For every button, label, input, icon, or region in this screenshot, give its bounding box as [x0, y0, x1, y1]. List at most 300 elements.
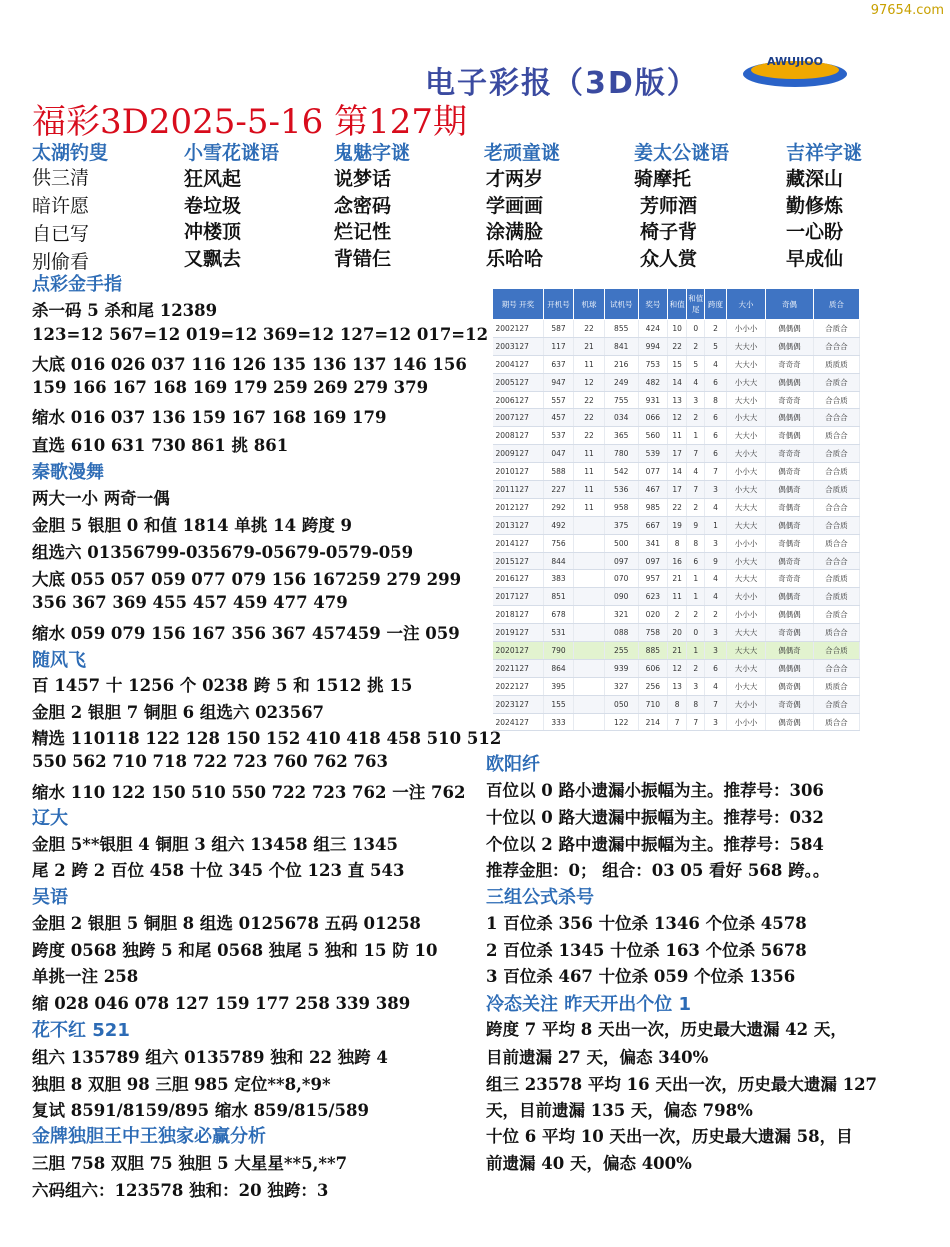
table-cell: 492: [543, 516, 573, 534]
table-cell: 15: [668, 355, 687, 373]
column-title-jixiang: 吉祥字谜: [786, 142, 863, 164]
table-cell: 合质质: [813, 588, 859, 606]
table-cell: 大大小: [726, 337, 766, 355]
table-row: [493, 463, 860, 481]
table-cell: 偶偶偶: [766, 659, 813, 677]
table-cell: 合质质: [813, 481, 859, 499]
table-cell: 质合合: [813, 427, 859, 445]
table-cell: 2016127: [493, 570, 544, 588]
table-cell: [574, 677, 604, 695]
text-line: 159 166 167 168 169 179 259 269 279 379: [32, 378, 429, 397]
table-cell: 587: [543, 320, 573, 338]
section-title-wuyu: 吴语: [32, 887, 68, 908]
table-cell: 大大大: [726, 570, 766, 588]
text-line: 缩 028 046 078 127 159 177 258 339 389: [32, 994, 411, 1013]
table-cell: [574, 552, 604, 570]
header-cell: 试机号: [604, 289, 638, 320]
table-cell: 奇奇奇: [766, 355, 813, 373]
table-cell: 424: [638, 320, 667, 338]
column-title-jiangtaigong: 姜太公谜语: [634, 142, 730, 164]
header-cell: 奖号: [638, 289, 667, 320]
table-cell: 偶偶奇: [766, 642, 813, 660]
table-cell: [574, 713, 604, 731]
table-cell: 22: [668, 498, 687, 516]
table-cell: 2: [687, 659, 705, 677]
table-cell: 756: [543, 534, 573, 552]
table-cell: 大小大: [726, 445, 766, 463]
header-cell: 和值尾: [687, 289, 705, 320]
table-cell: 8: [687, 534, 705, 552]
table-cell: 11: [574, 481, 604, 499]
riddle-line: 勤修炼: [786, 195, 844, 217]
table-cell: 864: [543, 659, 573, 677]
header-cell: 和值: [668, 289, 687, 320]
table-cell: [574, 606, 604, 624]
section-title-liaoda: 辽大: [32, 808, 68, 829]
table-cell: 155: [543, 695, 573, 713]
table-cell: 偶偶奇: [766, 481, 813, 499]
table-cell: 841: [604, 337, 638, 355]
riddle-line: 一心盼: [786, 221, 844, 243]
table-cell: 4: [705, 570, 726, 588]
table-cell: 931: [638, 391, 667, 409]
table-cell: 22: [574, 320, 604, 338]
table-cell: 6: [705, 409, 726, 427]
table-cell: 1: [687, 588, 705, 606]
table-cell: 588: [543, 463, 573, 481]
text-line: 金胆 2 银胆 7 铜胆 6 组选六 023567: [32, 703, 325, 722]
table-cell: 557: [543, 391, 573, 409]
table-cell: 2021127: [493, 659, 544, 677]
text-line: 目前遗漏 27 天，偏态 340%: [486, 1048, 709, 1067]
table-cell: 885: [638, 642, 667, 660]
table-cell: 小小大: [726, 463, 766, 481]
table-cell: 755: [604, 391, 638, 409]
table-cell: 939: [604, 659, 638, 677]
section-title-suifengfei: 随风飞: [32, 650, 86, 671]
table-cell: 2008127: [493, 427, 544, 445]
table-cell: 758: [638, 624, 667, 642]
table-cell: 678: [543, 606, 573, 624]
table-cell: 8: [687, 695, 705, 713]
table-cell: 7: [687, 481, 705, 499]
table-header-row: [493, 289, 860, 320]
table-cell: [574, 570, 604, 588]
text-line: 跨度 0568 独跨 5 和尾 0568 独尾 5 独和 15 防 10: [32, 941, 438, 960]
header-cell: 大小: [726, 289, 766, 320]
table-cell: 小小小: [726, 320, 766, 338]
header-cell: 跨度: [705, 289, 726, 320]
poem-line: 暗许愿: [32, 195, 90, 217]
table-cell: 7: [687, 713, 705, 731]
table-cell: 偶奇奇: [766, 463, 813, 481]
table-cell: 2: [687, 409, 705, 427]
table-cell: 合合合: [813, 337, 859, 355]
text-line: 缩水 059 079 156 167 356 367 457459 一注 059: [32, 624, 460, 643]
text-line: 前遗漏 40 天，偏态 400%: [486, 1154, 692, 1173]
issue-title: 福彩3D2025-5-16 第127期: [32, 102, 467, 142]
table-row: [493, 409, 860, 427]
table-cell: 偶偶偶: [766, 409, 813, 427]
table-cell: 合质合: [813, 320, 859, 338]
table-cell: 1: [687, 570, 705, 588]
table-cell: 13: [668, 391, 687, 409]
table-cell: 3: [705, 642, 726, 660]
table-cell: 482: [638, 373, 667, 391]
table-cell: 6: [705, 373, 726, 391]
table-cell: 341: [638, 534, 667, 552]
table-cell: 3: [687, 677, 705, 695]
table-cell: 质质合: [813, 677, 859, 695]
table-cell: 070: [604, 570, 638, 588]
table-row: [493, 481, 860, 499]
poem-line: 别偷看: [32, 251, 90, 273]
column-title-laowantong: 老顽童谜: [484, 142, 561, 164]
table-row: [493, 391, 860, 409]
text-line: 直选 610 631 730 861 挑 861: [32, 436, 289, 455]
text-line: 复试 8591/8159/895 缩水 859/815/589: [32, 1101, 369, 1120]
table-row: [493, 498, 860, 516]
table-cell: 大大大: [726, 498, 766, 516]
header-cell: 期号 开奖: [493, 289, 544, 320]
table-cell: 偶奇偶: [766, 713, 813, 731]
table-cell: 合质合: [813, 695, 859, 713]
table-cell: 10: [668, 320, 687, 338]
logo-text: AWUJIOO: [767, 55, 823, 68]
text-line: 3 百位杀 467 十位杀 059 个位杀 1356: [486, 967, 796, 986]
table-cell: 大小大: [726, 659, 766, 677]
table-cell: [574, 534, 604, 552]
riddle-line: 学画画: [486, 195, 544, 217]
table-cell: 小小小: [726, 534, 766, 552]
table-cell: 12: [668, 659, 687, 677]
table-cell: 大大大: [726, 624, 766, 642]
site-watermark: 97654.com: [870, 3, 944, 18]
table-cell: 16: [668, 552, 687, 570]
text-line: 十位以 0 路大遗漏中振幅为主。推荐号：032: [486, 808, 824, 827]
table-cell: 2015127: [493, 552, 544, 570]
riddle-line: 狂风起: [184, 168, 242, 190]
riddle-line: 早成仙: [786, 248, 844, 270]
history-table: [492, 288, 860, 731]
table-cell: 大小小: [726, 588, 766, 606]
text-line: 三胆 758 双胆 75 独胆 5 大星星**5,**7: [32, 1154, 348, 1173]
table-cell: 偶偶偶: [766, 320, 813, 338]
table-cell: 4: [705, 355, 726, 373]
text-line: 精选 110118 122 128 150 152 410 418 458 510 512: [32, 729, 502, 748]
table-cell: 21: [668, 570, 687, 588]
table-cell: 3: [705, 481, 726, 499]
text-line: 金胆 5 银胆 0 和值 1814 单挑 14 跨度 9: [32, 516, 353, 535]
table-cell: 9: [705, 552, 726, 570]
table-cell: 2: [687, 498, 705, 516]
table-cell: 536: [604, 481, 638, 499]
section-title-huaburong: 花不红 521: [32, 1020, 130, 1041]
table-cell: 22: [574, 427, 604, 445]
table-cell: 985: [638, 498, 667, 516]
text-line: 组三 23578 平均 16 天出一次，历史最大遗漏 127: [486, 1075, 878, 1094]
text-line: 金胆 5**银胆 4 铜胆 3 组六 13458 组三 1345: [32, 835, 398, 854]
table-cell: 2024127: [493, 713, 544, 731]
table-cell: 088: [604, 624, 638, 642]
table-cell: 2: [705, 320, 726, 338]
text-line: 六码组六：123578 独和：20 独跨：3: [32, 1181, 329, 1200]
table-cell: 大大小: [726, 391, 766, 409]
table-cell: 2020127: [493, 642, 544, 660]
table-row: [493, 570, 860, 588]
table-cell: 偶偶偶: [766, 337, 813, 355]
table-cell: 256: [638, 677, 667, 695]
table-cell: 531: [543, 624, 573, 642]
text-line: 单挑一注 258: [32, 967, 139, 986]
banner-title: 电子彩报（3D版）: [425, 66, 699, 101]
table-cell: 质合合: [813, 534, 859, 552]
table-cell: 8: [668, 534, 687, 552]
table-cell: 11: [574, 445, 604, 463]
table-cell: 097: [604, 552, 638, 570]
table-cell: 606: [638, 659, 667, 677]
riddle-line: 众人赏: [640, 248, 698, 270]
column-title-xiaoxuehua: 小雪花谜语: [184, 142, 280, 164]
table-cell: 12: [574, 373, 604, 391]
riddle-line: 烂记性: [334, 221, 392, 243]
riddle-line: 说梦话: [334, 168, 392, 190]
table-cell: 奇奇偶: [766, 624, 813, 642]
table-cell: 14: [668, 463, 687, 481]
table-cell: 255: [604, 642, 638, 660]
table-cell: 小大大: [726, 481, 766, 499]
riddle-line: 藏深山: [786, 168, 844, 190]
table-cell: 质合合: [813, 624, 859, 642]
table-cell: 4: [705, 588, 726, 606]
table-row: [493, 534, 860, 552]
table-cell: 395: [543, 677, 573, 695]
text-line: 跨度 7 平均 8 天出一次，历史最大遗漏 42 天，: [486, 1020, 847, 1039]
table-cell: 097: [638, 552, 667, 570]
riddle-line: 才两岁: [486, 168, 544, 190]
table-row: [493, 320, 860, 338]
table-cell: 大大小: [726, 427, 766, 445]
table-cell: 365: [604, 427, 638, 445]
table-cell: 4: [705, 677, 726, 695]
table-cell: 14: [668, 373, 687, 391]
table-cell: 2009127: [493, 445, 544, 463]
text-line: 金胆 2 银胆 5 铜胆 8 组选 0125678 五码 01258: [32, 914, 421, 933]
table-cell: 大大大: [726, 516, 766, 534]
riddle-line: 念密码: [334, 195, 392, 217]
table-cell: 077: [638, 463, 667, 481]
table-cell: 合质质: [813, 570, 859, 588]
table-cell: 710: [638, 695, 667, 713]
table-cell: 奇偶偶: [766, 427, 813, 445]
table-cell: 合合合: [813, 659, 859, 677]
table-cell: 17: [668, 481, 687, 499]
table-cell: 034: [604, 409, 638, 427]
table-cell: 753: [638, 355, 667, 373]
table-cell: 249: [604, 373, 638, 391]
table-cell: [574, 588, 604, 606]
table-cell: 11: [574, 355, 604, 373]
section-title-qinge: 秦歌漫舞: [32, 462, 104, 483]
table-cell: 合合合: [813, 552, 859, 570]
table-cell: 2018127: [493, 606, 544, 624]
table-cell: 22: [668, 337, 687, 355]
table-cell: 偶偶偶: [766, 606, 813, 624]
table-row: [493, 516, 860, 534]
table-cell: 偶奇偶: [766, 677, 813, 695]
table-cell: [574, 659, 604, 677]
table-cell: 小大大: [726, 552, 766, 570]
riddle-line: 骑摩托: [634, 168, 692, 190]
table-cell: 790: [543, 642, 573, 660]
table-cell: 小大大: [726, 409, 766, 427]
table-cell: 7: [687, 445, 705, 463]
table-cell: 合合质: [813, 516, 859, 534]
table-cell: 780: [604, 445, 638, 463]
table-cell: 3: [687, 391, 705, 409]
table-cell: 4: [705, 498, 726, 516]
text-line: 大底 055 057 059 077 079 156 167259 279 299: [32, 570, 462, 589]
table-cell: 21: [574, 337, 604, 355]
table-cell: 12: [668, 409, 687, 427]
riddle-line: 卷垃圾: [184, 195, 242, 217]
table-cell: 227: [543, 481, 573, 499]
text-line: 缩水 110 122 150 510 550 722 723 762 一注 762: [32, 783, 466, 802]
riddle-line: 乐哈哈: [486, 248, 544, 270]
table-cell: 321: [604, 606, 638, 624]
table-row: [493, 642, 860, 660]
table-cell: 11: [574, 463, 604, 481]
table-row: [493, 427, 860, 445]
table-cell: 958: [604, 498, 638, 516]
table-cell: 偶奇奇: [766, 552, 813, 570]
text-line: 2 百位杀 1345 十位杀 163 个位杀 5678: [486, 941, 807, 960]
table-cell: 19: [668, 516, 687, 534]
section-title-lengtai: 冷态关注 昨天开出个位 1: [486, 994, 692, 1015]
table-cell: 17: [668, 445, 687, 463]
table-cell: 奇奇偶: [766, 695, 813, 713]
table-cell: 22: [574, 391, 604, 409]
table-cell: 216: [604, 355, 638, 373]
table-cell: 327: [604, 677, 638, 695]
table-cell: 383: [543, 570, 573, 588]
table-cell: 偶偶奇: [766, 516, 813, 534]
table-cell: 奇奇奇: [766, 445, 813, 463]
table-cell: 947: [543, 373, 573, 391]
table-cell: 066: [638, 409, 667, 427]
text-line: 天，目前遗漏 135 天，偏态 798%: [486, 1101, 753, 1120]
riddle-line: 背错仨: [334, 248, 392, 270]
text-line: 两大一小 两奇一偶: [32, 489, 170, 508]
table-cell: 2: [687, 606, 705, 624]
table-cell: 457: [543, 409, 573, 427]
table-cell: 小大大: [726, 373, 766, 391]
table-cell: 2019127: [493, 624, 544, 642]
table-cell: 5: [705, 337, 726, 355]
table-cell: 2007127: [493, 409, 544, 427]
table-cell: 2: [668, 606, 687, 624]
table-cell: 2023127: [493, 695, 544, 713]
table-cell: 质质质: [813, 355, 859, 373]
section-title-sanzu: 三组公式杀号: [486, 887, 594, 908]
riddle-line: 又飘去: [184, 248, 242, 270]
text-line: 推荐金胆：0； 组合：03 05 看好 568 跨。。: [486, 861, 830, 880]
table-cell: 合合质: [813, 391, 859, 409]
poem-line: 自已写: [32, 223, 90, 245]
table-cell: 957: [638, 570, 667, 588]
table-cell: 合质合: [813, 445, 859, 463]
table-cell: 11: [668, 427, 687, 445]
table-cell: 560: [638, 427, 667, 445]
table-cell: 6: [705, 427, 726, 445]
table-cell: 122: [604, 713, 638, 731]
table-cell: 21: [668, 642, 687, 660]
table-row: [493, 373, 860, 391]
table-cell: 小小小: [726, 606, 766, 624]
text-line: 356 367 369 455 457 459 477 479: [32, 593, 348, 612]
text-line: 组选六 01356799-035679-05679-0579-059: [32, 543, 414, 562]
table-cell: 合质合: [813, 373, 859, 391]
table-row: [493, 695, 860, 713]
riddle-line: 芳师酒: [640, 195, 698, 217]
table-row: [493, 606, 860, 624]
table-cell: 7: [668, 713, 687, 731]
table-cell: 542: [604, 463, 638, 481]
riddle-line: 涂满脸: [486, 221, 544, 243]
text-line: 尾 2 跨 2 百位 458 十位 345 个位 123 直 543: [32, 861, 405, 880]
table-cell: 大小小: [726, 695, 766, 713]
table-cell: 2006127: [493, 391, 544, 409]
table-cell: 2004127: [493, 355, 544, 373]
poem-line: 供三清: [32, 167, 90, 189]
table-cell: 2013127: [493, 516, 544, 534]
table-cell: 2003127: [493, 337, 544, 355]
table-row: [493, 355, 860, 373]
history-table-container: [492, 288, 860, 727]
table-cell: 奇偶奇: [766, 534, 813, 552]
table-cell: 8: [705, 391, 726, 409]
table-cell: 合合合: [813, 409, 859, 427]
table-cell: 1: [687, 427, 705, 445]
table-cell: 2012127: [493, 498, 544, 516]
table-cell: 11: [574, 498, 604, 516]
riddle-line: 椅子背: [640, 221, 698, 243]
table-cell: 333: [543, 713, 573, 731]
table-cell: 537: [543, 427, 573, 445]
table-cell: 851: [543, 588, 573, 606]
table-cell: 5: [687, 355, 705, 373]
brand-logo: [740, 48, 850, 92]
table-body: [493, 320, 860, 731]
table-cell: 637: [543, 355, 573, 373]
header-cell: 开机号: [543, 289, 573, 320]
table-cell: 0: [687, 624, 705, 642]
table-cell: [574, 695, 604, 713]
table-cell: [574, 624, 604, 642]
table-cell: 小大大: [726, 677, 766, 695]
column-title-taihu: 太湖钓叟: [32, 142, 109, 164]
table-cell: 539: [638, 445, 667, 463]
table-cell: 2017127: [493, 588, 544, 606]
table-cell: 2022127: [493, 677, 544, 695]
table-cell: 2: [705, 606, 726, 624]
table-cell: 大大小: [726, 355, 766, 373]
table-cell: 大大大: [726, 642, 766, 660]
table-cell: 2002127: [493, 320, 544, 338]
text-line: 组六 135789 组六 0135789 独和 22 独跨 4: [32, 1048, 388, 1067]
table-row: [493, 713, 860, 731]
table-cell: 4: [687, 463, 705, 481]
